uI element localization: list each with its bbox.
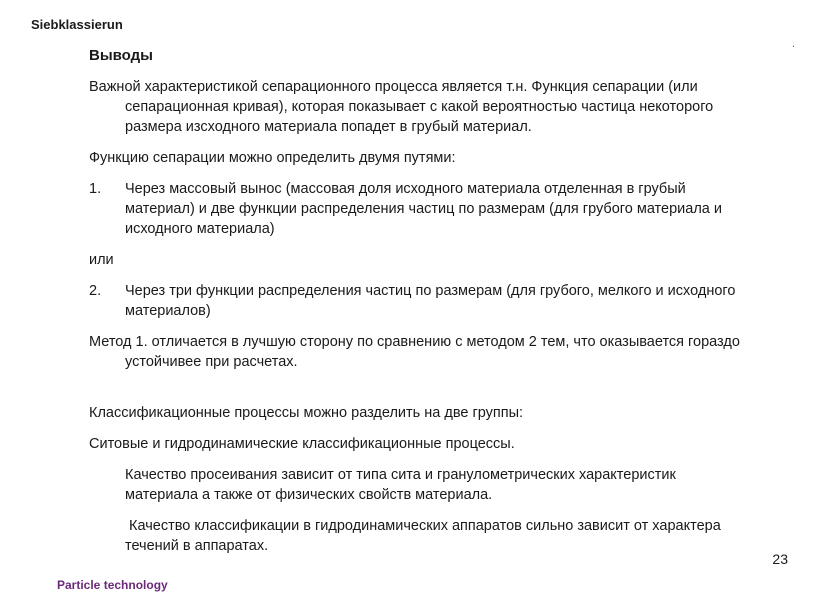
page-number: 23 bbox=[772, 551, 788, 567]
sub-paragraph-sieving: Качество просеивания зависит от типа сита и гранулометрических характеристик материала а также от физических свойств материала. bbox=[125, 467, 676, 503]
list-item-method-1 bbox=[89, 179, 749, 239]
list-item-method-2 bbox=[89, 281, 749, 321]
paragraph-two-ways: Функцию сепарации можно определить двумя путями: bbox=[89, 150, 456, 166]
slide-content bbox=[89, 46, 749, 567]
paragraph-groups: Классификационные процессы можно разделить на две группы: bbox=[89, 405, 524, 421]
list-item-text: Через три функции распределения частиц по размерам (для грубого, мелкого и исходного материалов) bbox=[125, 283, 736, 319]
header-title: Siebklassierun bbox=[31, 17, 123, 32]
sub-paragraph-hydrodynamic: Качество классификации в гидродинамических аппаратов сильно зависит от характера течений в аппаратах. bbox=[125, 518, 725, 554]
slide-heading: Выводы bbox=[89, 47, 153, 64]
paragraph-separation-function: Важной характеристикой сепарационного процесса является т.н. Функция сепарации (или сепарационная кривая), которая показывает с какой вероятностью частица некоторого размера изсходного материала попадет в грубый материал. bbox=[89, 79, 714, 135]
corner-mark: . bbox=[792, 38, 796, 50]
list-item-number: 1. bbox=[89, 181, 102, 197]
paragraph-process-types: Ситовые и гидродинамические классификационные процессы. bbox=[89, 436, 515, 452]
list-item-number: 2. bbox=[89, 283, 102, 299]
list-item-text: Через массовый вынос (массовая доля исходного материала отделенная в грубый материал) и две функции распределения частиц по размерам (для грубого материала и исходного материала) bbox=[125, 181, 722, 237]
spacer bbox=[89, 383, 749, 403]
footer-label: Particle technology bbox=[57, 578, 168, 592]
paragraph-or: или bbox=[89, 252, 114, 268]
paragraph-method-comparison: Метод 1. отличается в лучшую сторону по сравнению с методом 2 тем, что оказывается гораздо устойчивее при расчетах. bbox=[89, 334, 740, 370]
